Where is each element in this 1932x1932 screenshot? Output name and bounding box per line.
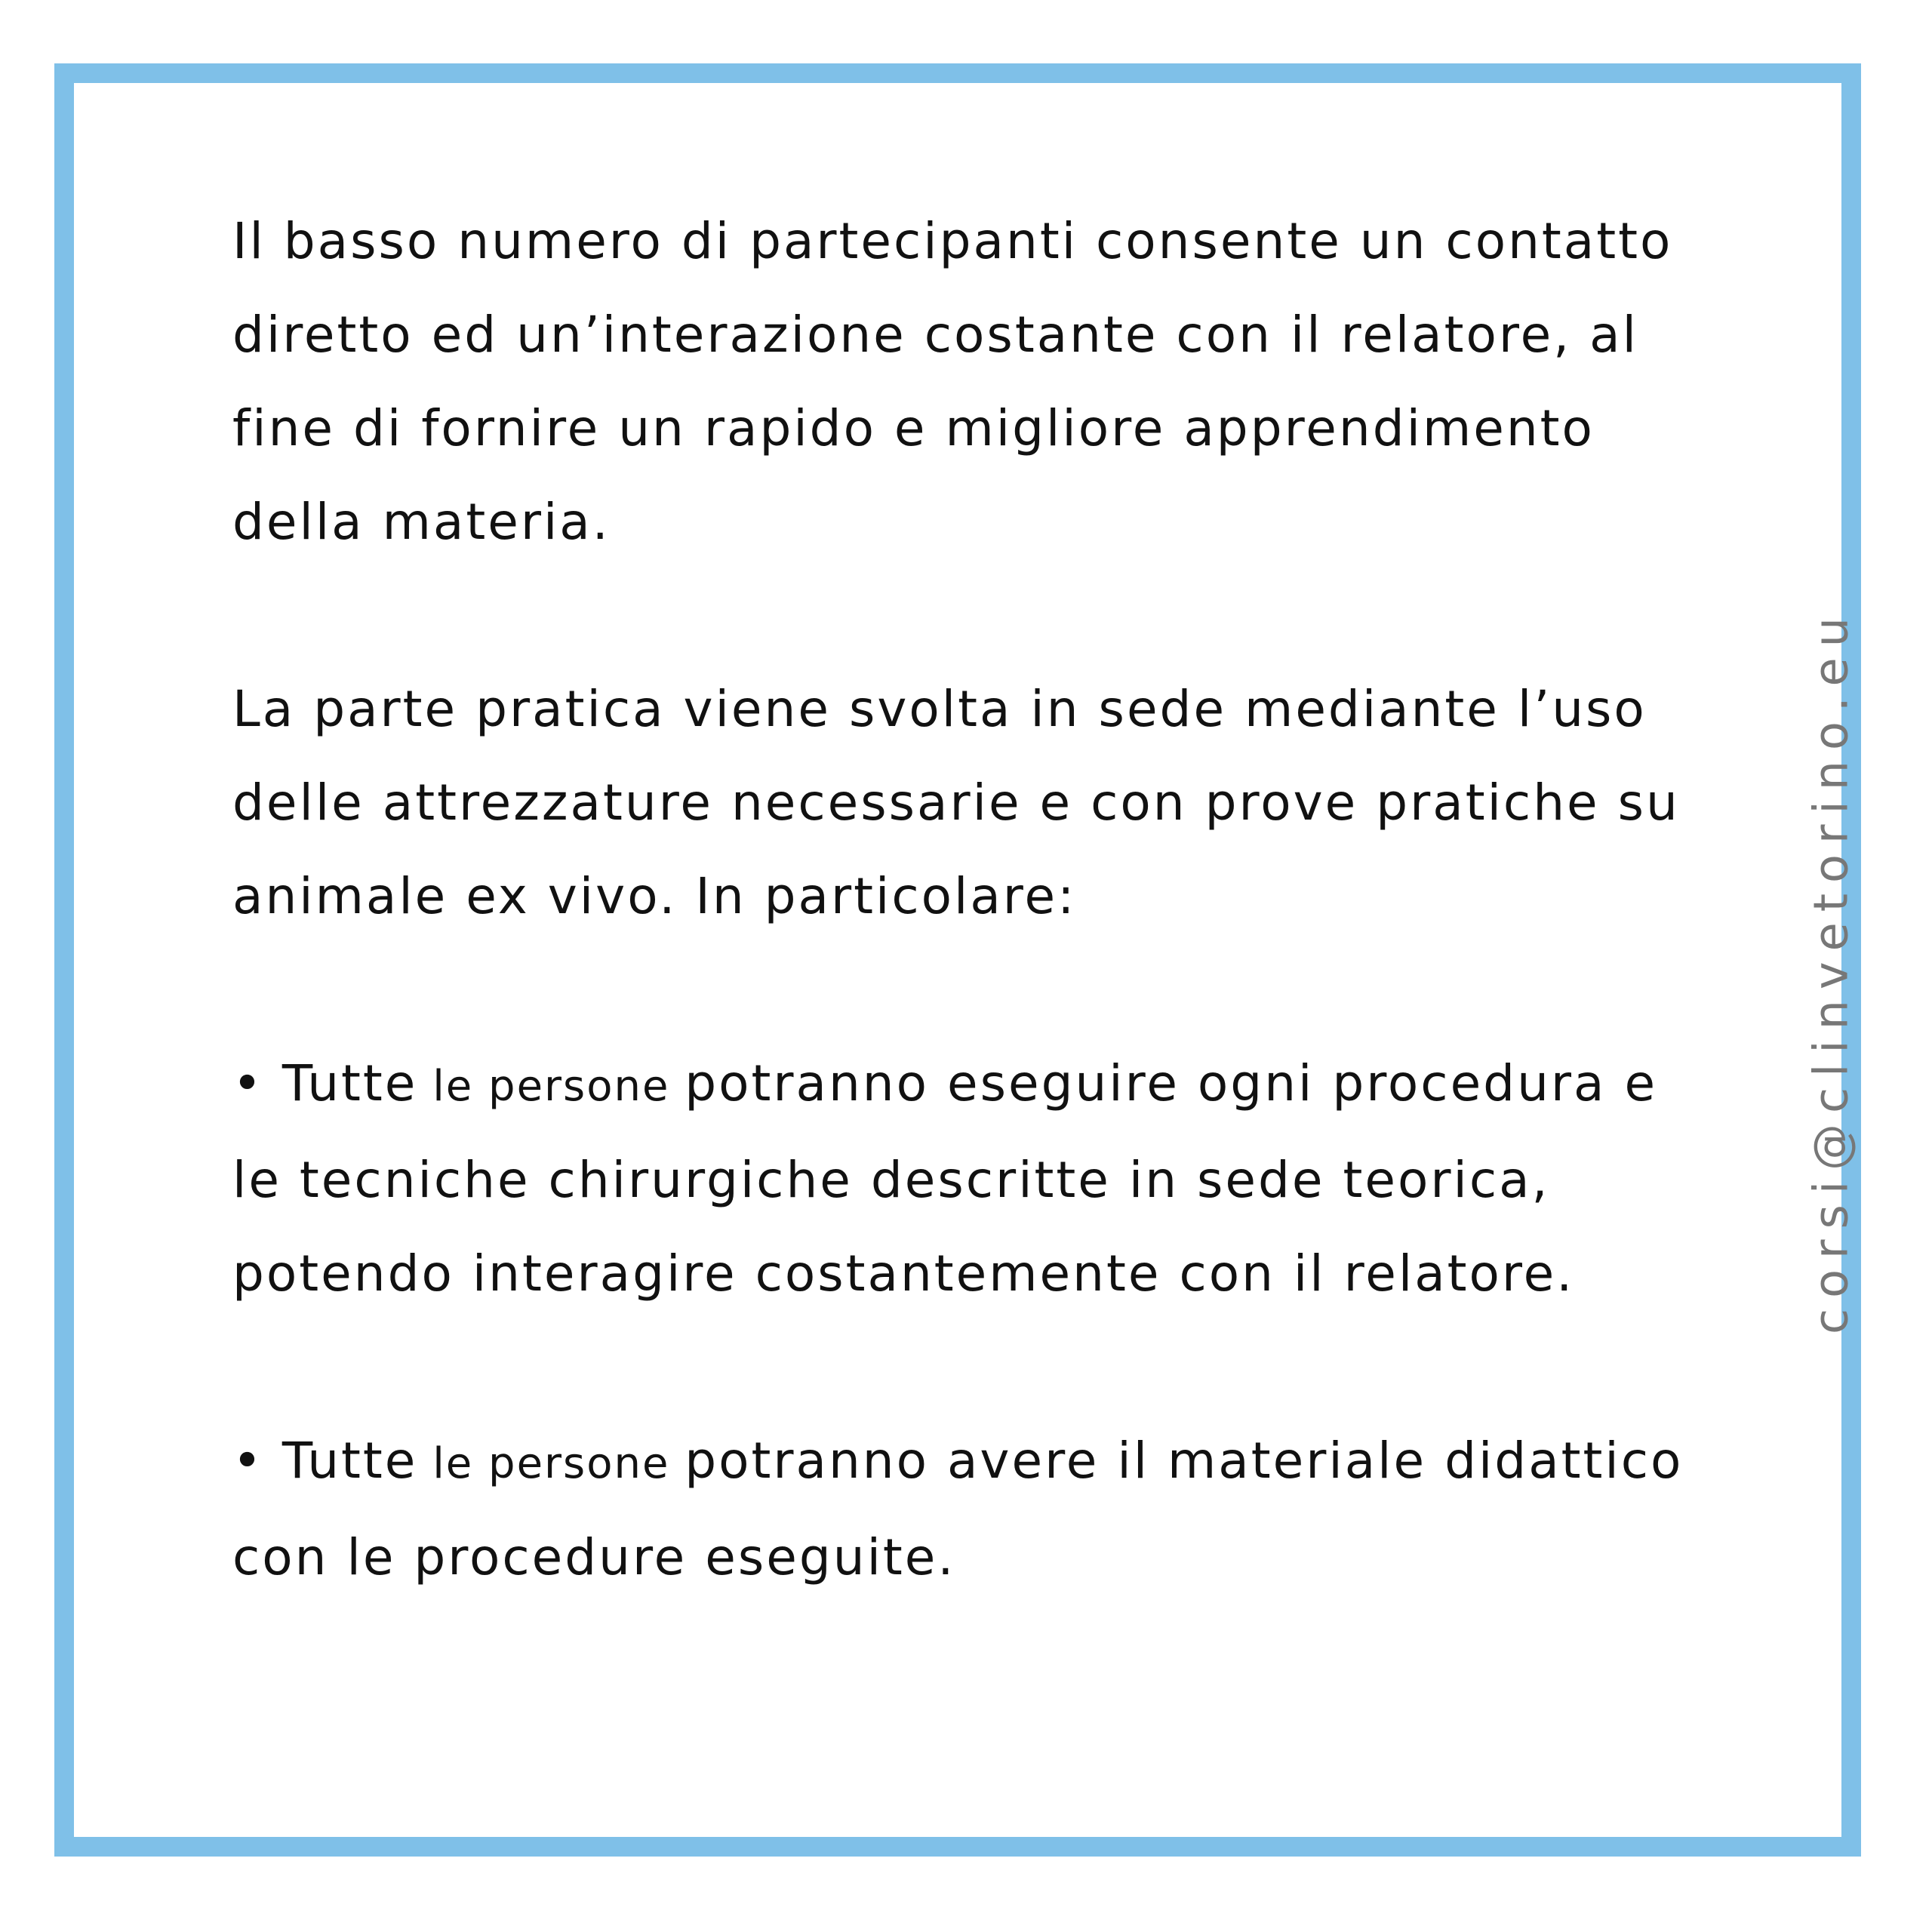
- paragraph-practice: La parte pratica viene svolta in sede mediante l’uso delle attrezzature necessarie e con prove pratiche su animale ex vivo. In particolare:: [232, 680, 1680, 925]
- bullet-text: potranno avere il materiale didattico con le procedure eseguite.: [232, 1432, 1684, 1586]
- contact-email: corsi@clinvetorino.eu: [1803, 607, 1859, 1334]
- paragraph-spacer: [232, 569, 1712, 663]
- paragraph-intro: Il basso numero di partecipanti consente un contatto diretto ed un’interazione costante con il relatore, al fine di fornire un rapido e migliore apprendimento della materia.: [232, 212, 1673, 551]
- bullet-item: [232, 1414, 1712, 1604]
- paragraph-spacer: [232, 1321, 1712, 1414]
- bullet-text: potranno eseguire ogni procedura e le tecniche chirurgiche descritte in sede teorica, potendo interagire costantemente con il relatore.: [232, 1054, 1658, 1303]
- body-text: [232, 195, 1712, 1604]
- bullet-lead: • Tutte: [232, 1432, 418, 1490]
- paragraph-spacer: [232, 943, 1712, 1037]
- bullet-item: [232, 1037, 1712, 1321]
- bullet-subject: le persone: [417, 1439, 685, 1488]
- bullet-subject: le persone: [417, 1062, 685, 1111]
- bullet-lead: • Tutte: [232, 1054, 418, 1112]
